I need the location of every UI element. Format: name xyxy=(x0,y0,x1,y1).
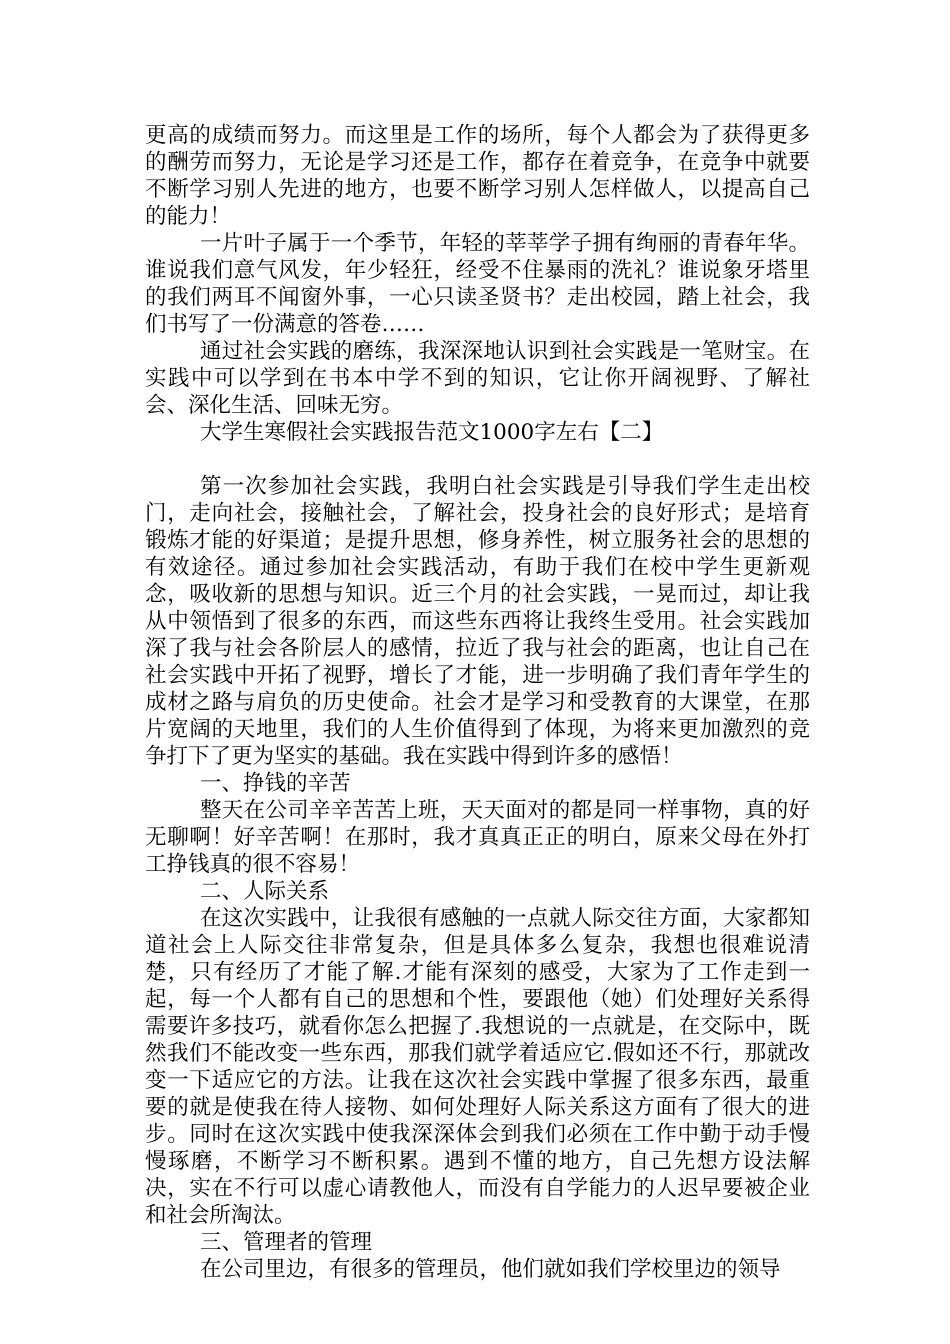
heading-earning-money: 一、挣钱的辛苦 xyxy=(200,771,351,796)
section-title: 大学生寒假社会实践报告范文1000字左右【二】 xyxy=(200,420,664,445)
paragraph-earning-money: 整天在公司辛辛苦苦上班，天天面对的都是同一样事物，真的好无聊啊！好辛苦啊！在那时，我才真真正正的明白，原来父母在外打工挣钱真的很不容易！ xyxy=(145,798,810,877)
document-page xyxy=(145,122,810,1283)
heading-relationships: 二、人际关系 xyxy=(200,879,330,904)
paragraph-first-practice: 第一次参加社会实践，我明白社会实践是引导我们学生走出校门，走向社会，接触社会，了解社会，投身社会的良好形式；是培育锻炼才能的好渠道；是提升思想，修身养性，树立服务社会的思想的有效途径。通过参加社会实践活动，有助于我们在校中学生更新观念，吸收新的思想与知识。近三个月的社会实践，一晃而过，却让我从中领悟到了很多的东西，而这些东西将让我终生受用。社会实践加深了我与社会各阶层人的感情，拉近了我与社会的距离，也让自己在社会实践中开拓了视野，增长了才能，进一步明确了我们青年学生的成材之路与肩负的历史使命。社会才是学习和受教育的大课堂，在那片宽阔的天地里，我们的人生价值得到了体现，为将来更加激烈的竞争打下了更为坚实的基础。我在实践中得到许多的感悟！ xyxy=(145,474,810,769)
paragraph-practice-treasure: 通过社会实践的磨练，我深深地认识到社会实践是一笔财宝。在实践中可以学到在书本中学不到的知识，它让你开阔视野、了解社会、深化生活、回味无穷。 xyxy=(145,339,810,418)
paragraph-relationships: 在这次实践中，让我很有感触的一点就人际交往方面，大家都知道社会上人际交往非常复杂，但是具体多么复杂，我想也很难说清楚，只有经历了才能了解.才能有深刻的感受，大家为了工作走到一起，每一个人都有自己的思想和个性，要跟他（她）们处理好关系得需要许多技巧，就看你怎么把握了.我想说的一点就是，在交际中，既然我们不能改变一些东西，那我们就学着适应它.假如还不行，那就改变一下适应它的方法。让我在这次社会实践中掌握了很多东西，最重要的就是使我在待人接物、如何处理好人际关系这方面有了很大的进步。同时在这次实践中使我深深体会到我们必须在工作中勤于动手慢慢琢磨，不断学习不断积累。遇到不懂的地方，自己先想方设法解决，实在不行可以虚心请教他人，而没有自学能力的人迟早要被企业和社会所淘汰。 xyxy=(145,906,810,1228)
paragraph-leaf-season: 一片叶子属于一个季节，年轻的莘莘学子拥有绚丽的青春年华。谁说我们意气风发，年少轻狂，经受不住暴雨的洗礼？谁说象牙塔里的我们两耳不闻窗外事，一心只读圣贤书？走出校园，踏上社会，我们书写了一份满意的答卷…… xyxy=(145,231,810,337)
paragraph-continuation: 更高的成绩而努力。而这里是工作的场所，每个人都会为了获得更多的酬劳而努力，无论是学习还是工作，都存在着竞争，在竞争中就要不断学习别人先进的地方，也要不断学习别人怎样做人，以提高自己的能力！ xyxy=(145,123,810,229)
blank-line xyxy=(145,446,810,473)
paragraph-management: 在公司里边，有很多的管理员，他们就如我们学校里边的领导 xyxy=(200,1257,781,1282)
heading-management: 三、管理者的管理 xyxy=(200,1230,373,1255)
